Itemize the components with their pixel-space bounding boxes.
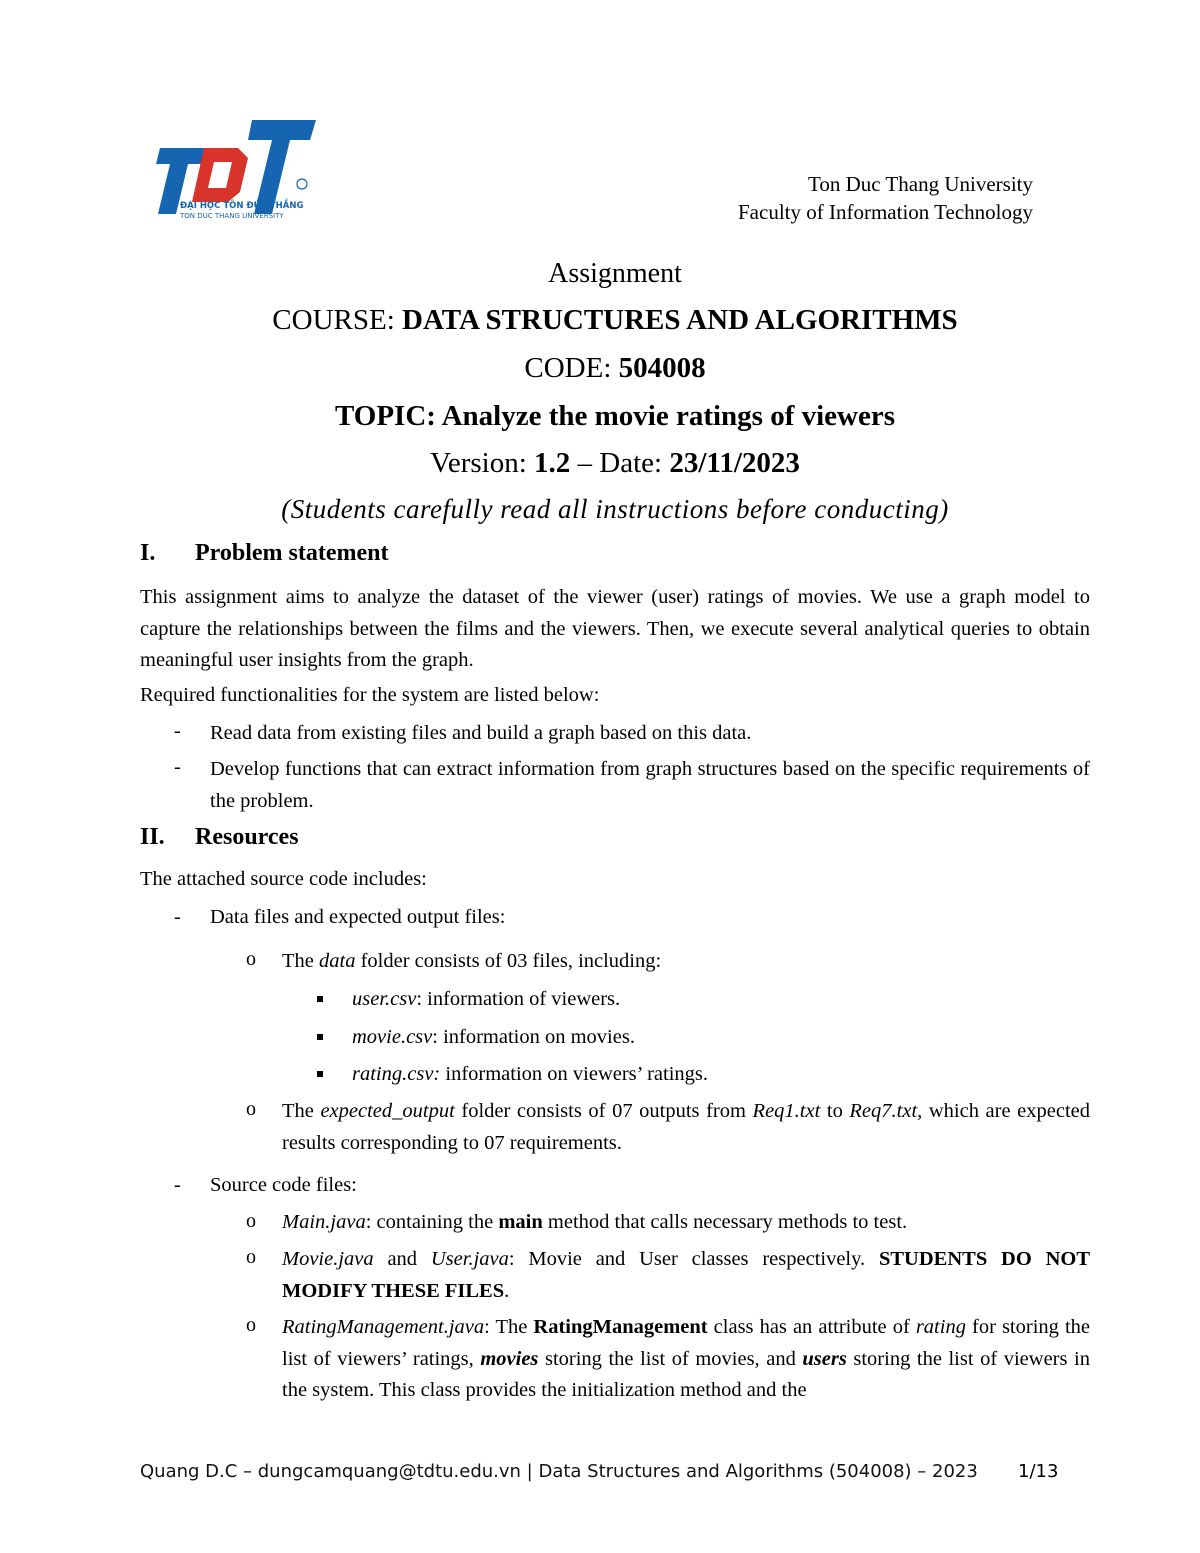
instructions-note: (Students carefully read all instructions before conducting) [281,494,949,524]
square-bullet [317,1034,323,1040]
expected-output-item: The expected_output folder consists of 07 outputs from Req1.txt to Req7.txt, which are expected results corresponding to 07 requirements. [282,1100,1090,1154]
university-logo [140,118,322,222]
required-functionalities: Required functionalities for the system are listed below: [140,684,600,706]
logo-caption-2: TON DUC THANG UNIVERSITY [180,212,284,220]
file-item-movie: movie.csv: information on movies. [352,1026,635,1048]
dash-bullet: - [174,756,181,778]
file-item-user: user.csv: information of viewers. [352,988,621,1010]
square-bullet [317,996,323,1002]
square-bullet [317,1071,323,1077]
section-heading-problem: I. Problem statement [140,540,389,566]
dash-bullet: - [174,720,181,742]
university-name: Ton Duc Thang University [807,172,1033,196]
circle-bullet: o [246,1314,256,1336]
list-item: Source code files: [210,1174,357,1196]
version-line: Version: 1.2 – Date: 23/11/2023 [430,447,800,479]
circle-bullet: o [246,1210,256,1232]
problem-paragraph: This assignment aims to analyze the dataset of the viewer (user) ratings of movies. We use a graph model to capture the relationships between the films and the viewers. Then, we execute several analytical queries to obtain meaningful user insights from the graph. [140,586,1090,671]
circle-bullet: o [246,1246,256,1268]
file-item-rating: rating.csv: information on viewers’ ratings. [352,1063,709,1085]
resources-intro: The attached source code includes: [140,868,427,890]
dash-bullet: - [174,1174,181,1196]
faculty-name: Faculty of Information Technology [738,200,1033,224]
circle-bullet: o [246,948,256,970]
course-line: COURSE: DATA STRUCTURES AND ALGORITHMS [272,304,958,336]
rating-management-item: RatingManagement.java: The RatingManagement class has an attribute of rating for storing the list of viewers’ ratings, movies storing the list of movies, and users storing the list of viewers in the system. This class provides the initialization method and the [282,1316,1090,1401]
circle-bullet: o [246,1098,256,1120]
institution-block [738,170,1033,226]
main-java-item: Main.java: containing the main method that calls necessary methods to test. [282,1211,908,1233]
assignment-heading: Assignment [548,258,682,289]
page-number: 1/13 [1018,1461,1059,1482]
dash-bullet: - [174,906,181,928]
code-line: CODE: 504008 [524,352,706,384]
section-heading-resources: II. Resources [140,824,299,850]
page-footer: Quang D.C – dungcamquang@tdtu.edu.vn | Data Structures and Algorithms (504008) – 2023 [140,1461,978,1482]
topic-line: TOPIC: Analyze the movie ratings of viewers [334,400,896,432]
list-item: Develop functions that can extract information from graph structures based on the specific requirements of the problem. [210,758,1090,812]
data-folder-item: The data folder consists of 03 files, including: [282,950,662,972]
movie-user-java-item: Movie.java and User.java: Movie and User classes respectively. STUDENTS DO NOT MODIFY THESE FILES. [282,1248,1090,1302]
list-item: Data files and expected output files: [210,906,506,928]
logo-caption-1: ĐẠI HỌC TÔN ĐỨC THẮNG [180,201,304,211]
list-item: Read data from existing files and build a graph based on this data. [210,722,752,744]
